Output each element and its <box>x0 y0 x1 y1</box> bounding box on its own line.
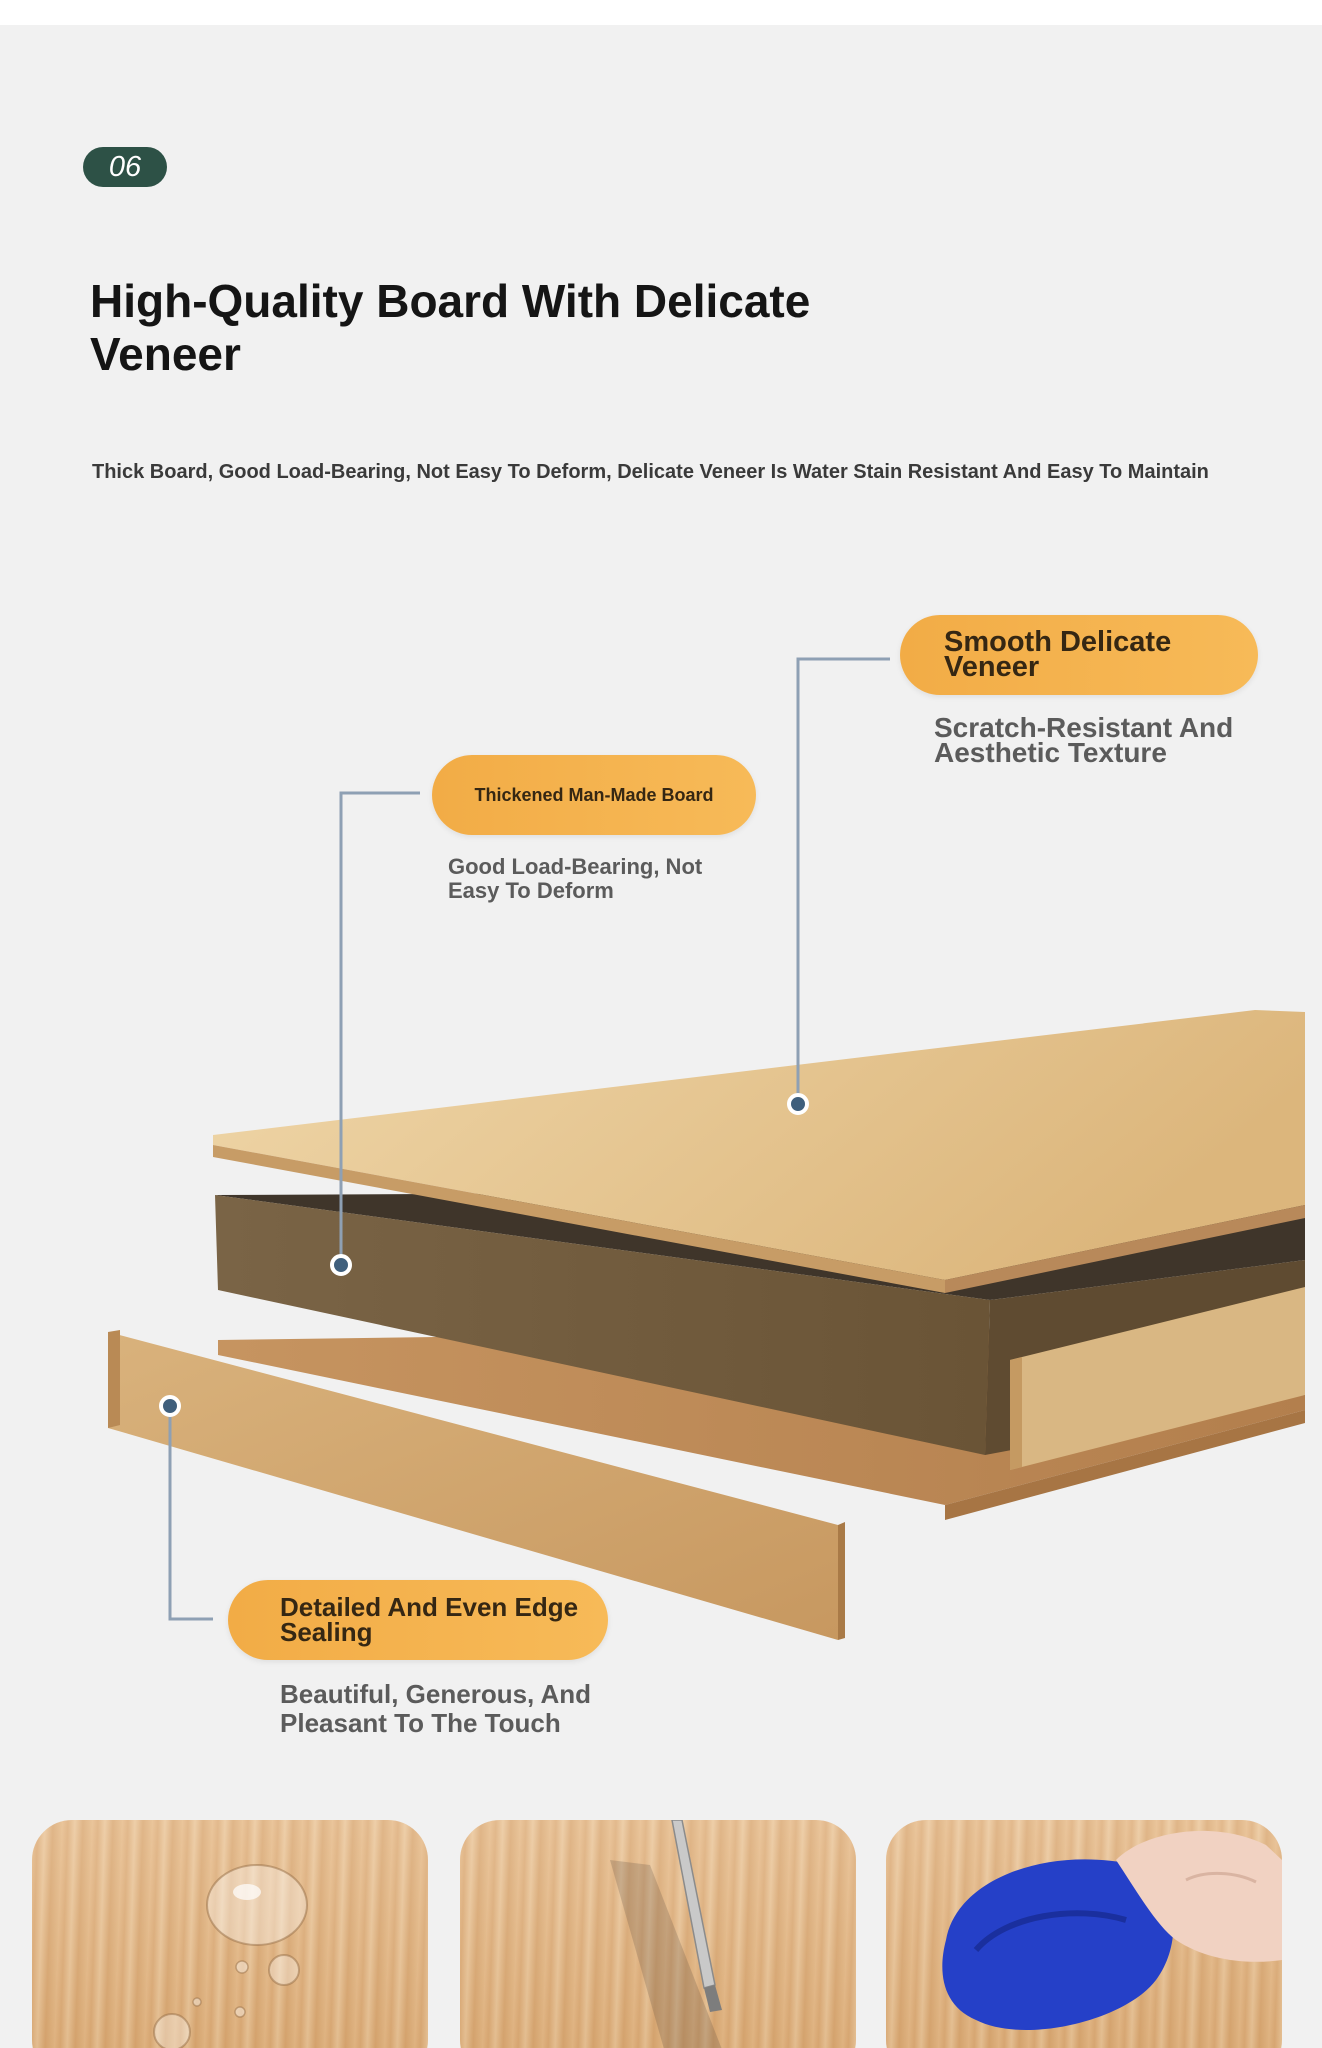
screwdriver-icon <box>460 1820 856 2048</box>
section-title: High-Quality Board With Delicate Veneer <box>90 275 811 380</box>
water-resistance-tile <box>32 1820 428 2048</box>
water-droplets-icon <box>32 1820 428 2048</box>
section-subtitle: Thick Board, Good Load-Bearing, Not Easy To Deform, Delicate Veneer Is Water Stain Resistant And Easy To Maintain <box>92 461 1209 483</box>
edge-callout-label: Detailed And Even Edge Sealing <box>280 1592 579 1647</box>
board-callout-label: Thickened Man-Made Board <box>474 785 714 805</box>
product-detail-page <box>0 25 1322 2048</box>
board-callout-desc: Good Load-Bearing, Not Easy To Deform <box>448 854 703 903</box>
easy-clean-tile <box>886 1820 1282 2048</box>
cleaning-cloth-icon <box>886 1820 1282 2048</box>
veneer-callout-pill <box>900 615 1258 695</box>
veneer-callout-desc: Scratch-Resistant And Aesthetic Texture <box>934 712 1234 768</box>
veneer-callout-label: Smooth Delicate Veneer <box>944 626 1172 683</box>
veneer-marker <box>789 1095 807 1113</box>
edge-callout-pill <box>228 1580 608 1660</box>
edge-marker <box>161 1397 179 1415</box>
section-number-badge: 06 <box>83 147 167 187</box>
board-marker <box>332 1256 350 1274</box>
scratch-resistance-tile <box>460 1820 856 2048</box>
layered-board-illustration <box>0 25 1322 2048</box>
board-callout-pill <box>432 755 756 835</box>
edge-callout-desc: Beautiful, Generous, And Pleasant To The Touch <box>280 1679 592 1738</box>
veneer-leader-line <box>798 659 890 1104</box>
